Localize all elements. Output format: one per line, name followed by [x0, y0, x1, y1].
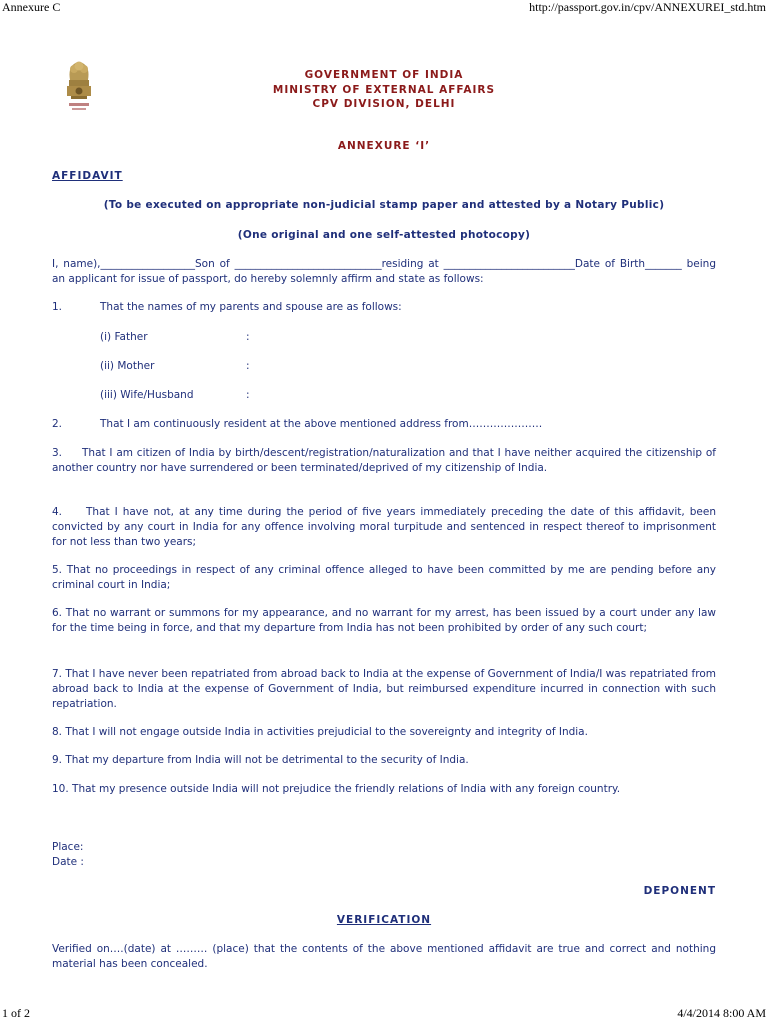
father-colon: :: [246, 331, 250, 343]
father-label: (i) Father: [100, 331, 148, 343]
item-1: [52, 300, 716, 315]
header-line-division: CPV DIVISION, DELHI: [312, 98, 456, 110]
item-2-number: 2.: [52, 418, 63, 430]
verification-text: Verified on….(date) at ……… (place) that the contents of the above mentioned affidavit are true and correct and nothing material has been concealed.: [52, 943, 716, 970]
item-1-text: That the names of my parents and spouse are as follows:: [100, 301, 402, 313]
item-5: 5. That no proceedings in respect of any criminal offence alleged to have been committed by me are pending before any criminal court in India;: [52, 564, 716, 591]
affidavit-note-stamp-paper: (To be executed on appropriate non-judicial stamp paper and attested by a Notary Public): [103, 199, 665, 211]
relation-spouse: [52, 388, 764, 403]
mother-colon: :: [246, 360, 250, 372]
affidavit-intro: I, name),__________________Son of ____________________________residing at _________________________Date of Birth_______ being an applicant for issue of passport, do hereby solemnly affirm and state as follows:: [52, 258, 716, 285]
item-4-number: 4.: [52, 506, 63, 518]
annexure-title: ANNEXURE ‘I’: [337, 140, 431, 152]
header-line-ministry: MINISTRY OF EXTERNAL AFFAIRS: [272, 83, 496, 96]
item-6: 6. That no warrant or summons for my appearance, and no warrant for my arrest, has been issued by a court under any law for the time being in force, and that my departure from India has not been prohibited by order of any such court;: [52, 607, 716, 634]
relation-mother: [52, 359, 764, 374]
item-8: 8. That I will not engage outside India in activities prejudicial to the sovereignty and integrity of India.: [52, 726, 588, 738]
item-10: 10. That my presence outside India will not prejudice the friendly relations of India with any foreign country.: [52, 783, 621, 795]
affidavit-note-copies: (One original and one self-attested photocopy): [237, 229, 531, 241]
affidavit-heading: AFFIDAVIT: [52, 170, 123, 182]
item-3: [52, 446, 716, 476]
spouse-colon: :: [246, 389, 250, 401]
relation-father: [52, 330, 764, 345]
item-4-text: That I have not, at any time during the period of five years immediately preceding the date of this affidavit, been convicted by any court in India for any offence involving moral turpitude and sentenced in respect thereof to imprisonment for not less than two years;: [52, 506, 716, 548]
item-2-text: That I am continuously resident at the above mentioned address from…………………: [100, 418, 543, 430]
item-1-number: 1.: [52, 301, 63, 313]
browser-footer-timestamp: 4/4/2014 8:00 AM: [677, 1006, 766, 1020]
item-3-text: That I am citizen of India by birth/descent/registration/naturalization and that I have neither acquired the citizenship of another country nor have surrendered or been terminated/deprived of my citizenship of India.: [52, 447, 716, 474]
browser-header-title: Annexure C: [2, 0, 61, 14]
item-3-number: 3.: [52, 447, 63, 459]
mother-label: (ii) Mother: [100, 360, 155, 372]
item-9: 9. That my departure from India will not be detrimental to the security of India.: [52, 754, 469, 766]
deponent-label: DEPONENT: [643, 885, 716, 897]
verification-heading: VERIFICATION: [336, 914, 432, 926]
item-2: [52, 417, 716, 432]
spouse-label: (iii) Wife/Husband: [100, 389, 194, 401]
item-4: [52, 505, 716, 550]
header-line-government: GOVERNMENT OF INDIA: [304, 69, 464, 81]
date-label: Date :: [52, 856, 84, 868]
browser-footer-page: 1 of 2: [2, 1006, 30, 1020]
place-label: Place:: [52, 841, 84, 853]
item-7: 7. That I have never been repatriated from abroad back to India at the expense of Government of India/I was repatriated from abroad back to India at the expense of Government of India, but reimbursed expenditure incurred in connection with such repatriation.: [52, 668, 716, 710]
browser-header-url: http://passport.gov.in/cpv/ANNEXUREI_std.htm: [529, 0, 766, 14]
document-header: [52, 68, 716, 112]
